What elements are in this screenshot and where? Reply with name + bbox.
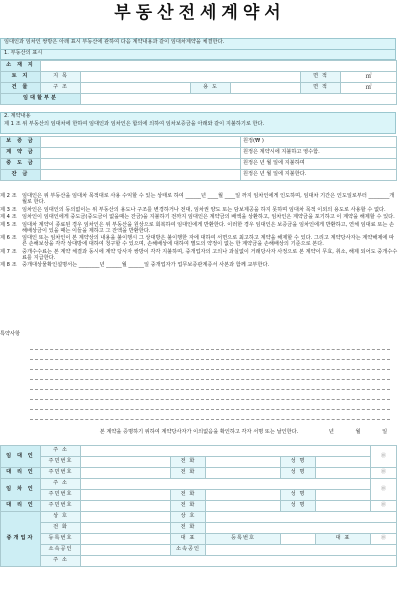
clause-text: 임차인은 임대인의 동의없이는 위 부동산의 용도나 구조를 변경하거나 전대, 임차권 양도 또는 담보제공을 하지 못하며 임대차 목적 이외의 용도로 사용할 수 없다. — [22, 206, 386, 213]
interim-text: 원정은 년 월 일에 지불하며 — [241, 159, 397, 170]
lessor-seal-icon: ㊞ — [371, 446, 397, 468]
clause-text: 임대인 또는 임차인이 본 계약상의 내용을 불이행시 그 상대방은 불이행한 자에 대하여 서면으로 최고하고 계약을 해제할 수 있다. 그리고 계약당사자는 계약해제에 따른 손해보상을 각각 상대방에 대하여 청구할 수 있으며, 손해배상에 대하여 별도의 약정이 없는 한 계약금을 손해배상의 기준으로 본다. — [22, 235, 395, 248]
page-title: 부동산전세계약서 — [114, 3, 286, 23]
lessor-label: 임 대 인 — [1, 446, 41, 468]
clause-text: 임대인은 위 부동산을 임대차 목적대로 사용 수익할 수 있는 상태로 하여 ______년 ____월 ____일 까지 임차인에게 인도하며, 임대차 기간은 인도일로부터 ________개월로 한다. — [22, 193, 395, 205]
lease-part-label: 임대할부분 — [1, 94, 81, 105]
section1-band — [0, 49, 396, 60]
lessee-phone-label: 전 화 — [171, 490, 206, 501]
broker1-agent-label: 소속공인 — [41, 545, 81, 556]
lessee-phone-field[interactable] — [206, 490, 281, 501]
deposit-text: 원정(₩ ) — [241, 137, 397, 148]
lessor-agent-id-label: 주민번호 — [41, 468, 81, 479]
building-struct-label: 구 조 — [41, 83, 81, 94]
lessee-name-label: 성 명 — [281, 490, 316, 501]
lessee-agent-name-label: 성 명 — [281, 501, 316, 512]
signing-date — [318, 430, 398, 436]
balance-label: 잔 금 — [1, 170, 41, 181]
broker2-reg-label: 등록번호 — [206, 534, 281, 545]
clause-number: 제 4 조 — [0, 214, 17, 221]
special-line[interactable] — [30, 350, 390, 360]
lessor-agent-name-field[interactable] — [316, 468, 371, 479]
land-label: 토 지 — [1, 72, 41, 83]
money-table — [0, 136, 397, 181]
section2-band — [0, 112, 396, 134]
clause-6 — [0, 236, 398, 248]
broker2-rep-label: 대 표 — [316, 534, 371, 545]
clause-number: 제 6 조 — [0, 235, 17, 242]
section1-heading: 1. 부동산의 표시 — [4, 50, 43, 56]
clause-8 — [0, 263, 398, 269]
broker-address-label: 주 소 — [41, 556, 81, 567]
lessee-id-field[interactable] — [81, 490, 171, 501]
broker-seal-icon: ㊞ — [371, 534, 397, 545]
clause-text: 임차인이 임대인에게 중도금(중도금이 없을때는 잔금)을 지불하기 전까지 임대인은 계약금의 배액을 상환하고, 임차인은 계약금을 포기하고 이 계약을 해제할 수 있다. — [22, 214, 395, 221]
special-line[interactable] — [30, 400, 390, 410]
lessor-name-label: 성 명 — [281, 457, 316, 468]
clause-4 — [0, 215, 398, 221]
special-line[interactable] — [30, 390, 390, 400]
special-line[interactable] — [30, 360, 390, 370]
lessee-agent-phone-label: 전 화 — [171, 501, 206, 512]
broker1-rep-label: 대 표 — [171, 534, 206, 545]
intro-text: 임대인과 임차인 쌍방은 아래 표시 부동산에 관하여 다음 계약내용과 같이 임대차계약을 체결한다. — [4, 39, 225, 45]
clause-7 — [0, 250, 398, 262]
building-area-label: 면 적 — [301, 83, 341, 94]
broker2-reg-field[interactable] — [281, 534, 316, 545]
special-terms-label: 특약사항 — [0, 331, 21, 337]
broker2-agent-label: 소속공인 — [171, 545, 206, 556]
building-area-unit: ㎡ — [341, 83, 397, 94]
special-line[interactable] — [30, 370, 390, 380]
lessee-id-label: 주민번호 — [41, 490, 81, 501]
special-terms-area[interactable] — [30, 340, 390, 420]
location-label: 소 재 지 — [1, 61, 41, 72]
down-payment-field[interactable] — [41, 148, 241, 159]
section2-desc: 제 1 조 위 부동산의 임대차에 한하여 임대인과 임차인은 합의에 의하여 임차보증금을 아래와 같이 지불하기로 한다. — [4, 120, 265, 127]
broker-address-field[interactable] — [81, 556, 397, 567]
clause-text: 중개대상물확인설명서는 ________년 ______월 ______일 중개업자가 업무보증관계증서 사본과 함께 교부한다. — [22, 262, 270, 269]
broker1-agent-field[interactable] — [81, 545, 171, 556]
lessor-agent-label: 대 리 인 — [1, 468, 41, 479]
date-day: 일 — [382, 429, 388, 435]
broker2-firm-label: 상 호 — [171, 512, 206, 523]
lessee-agent-id-field[interactable] — [81, 501, 171, 512]
date-year: 년 — [328, 429, 334, 435]
clause-number: 제 7 조 — [0, 248, 17, 255]
special-line[interactable] — [30, 340, 390, 350]
land-kind-label: 지 목 — [41, 72, 81, 83]
lessor-phone-field[interactable] — [206, 457, 281, 468]
broker1-reg-field[interactable] — [81, 534, 171, 545]
broker2-agent-field[interactable] — [206, 545, 397, 556]
clause-5 — [0, 223, 398, 235]
broker1-firm-field[interactable] — [81, 512, 171, 523]
interim-label: 중 도 금 — [1, 159, 41, 170]
broker1-phone-field[interactable] — [81, 523, 171, 534]
lessor-id-label: 주민번호 — [41, 457, 81, 468]
lessor-agent-phone-label: 전 화 — [171, 468, 206, 479]
clauses-list — [0, 194, 398, 271]
lessee-seal-icon: ㊞ — [371, 479, 397, 501]
lessee-address-label: 주 소 — [41, 479, 81, 490]
deposit-label: 보 증 금 — [1, 137, 41, 148]
clause-number: 제 2 조 — [0, 193, 17, 199]
broker2-phone-label: 전 화 — [171, 523, 206, 534]
down-payment-text: 원정은 계약시에 지불하고 영수함. — [241, 148, 397, 159]
interim-field[interactable] — [41, 159, 241, 170]
balance-text: 원정은 년 월 일에 지불한다. — [241, 170, 397, 181]
lessor-id-field[interactable] — [81, 457, 171, 468]
lessee-address-field[interactable] — [81, 479, 371, 490]
lessor-phone-label: 전 화 — [171, 457, 206, 468]
lessor-address-field[interactable] — [81, 446, 371, 457]
clause-3 — [0, 208, 398, 214]
land-kind-field[interactable] — [81, 72, 301, 83]
deposit-field[interactable] — [41, 137, 241, 148]
special-line[interactable] — [30, 410, 390, 420]
lessor-agent-phone-field[interactable] — [206, 468, 281, 479]
lessor-agent-id-field[interactable] — [81, 468, 171, 479]
lessee-agent-phone-field[interactable] — [206, 501, 281, 512]
balance-field[interactable] — [41, 170, 241, 181]
clause-number: 제 3 조 — [0, 206, 17, 213]
broker1-reg-label: 등록번호 — [41, 534, 81, 545]
lessee-agent-name-field[interactable] — [316, 501, 371, 512]
clause-number: 제 5 조 — [0, 221, 17, 228]
lessor-address-label: 주 소 — [41, 446, 81, 457]
clause-text: 중개수수료는 본 계약 체결과 동시에 계약 당사자 쌍방이 각각 지불하며, 중개업자의 고의나 과실없이 거래당사자 사정으로 본 계약이 무효, 취소, 해제 되어도 중개수수료를 지급한다. — [22, 248, 398, 261]
building-use-field[interactable] — [231, 83, 301, 94]
lessor-agent-name-label: 성 명 — [281, 468, 316, 479]
broker1-firm-label: 상 호 — [41, 512, 81, 523]
lessee-agent-id-label: 주민번호 — [41, 501, 81, 512]
building-struct-field[interactable] — [81, 83, 191, 94]
clause-number: 제 8 조 — [0, 262, 17, 269]
lessee-agent-label: 대 리 인 — [1, 501, 41, 512]
special-line[interactable] — [30, 380, 390, 390]
clause-text: 임대차 계약이 종료된 경우 임차인은 위 부동산을 원상으로 회복하여 임대인에게 반환한다. 이러한 경우 임대인은 보증금을 임차인에게 반환하고, 연체 임대료 또는 손해배상금이 있을 때는 이들을 제하고 그 잔액을 반환한다. — [22, 221, 395, 234]
building-label: 건 물 — [1, 83, 41, 94]
lessee-label: 임 차 인 — [1, 479, 41, 501]
property-table — [0, 60, 397, 105]
lessee-agent-seal-icon: ㊞ — [371, 501, 397, 512]
parties-table — [0, 445, 397, 567]
lease-part-field[interactable] — [81, 94, 397, 105]
land-area-unit: ㎡ — [341, 72, 397, 83]
section2-heading: 2. 계약내용 — [4, 113, 31, 119]
closing-statement: 본 계약을 증명하기 위하여 계약당사자가 이의없음을 확인하고 각자 서명 또는 날인한다. — [99, 429, 299, 435]
lessor-agent-seal-icon: ㊞ — [371, 468, 397, 479]
location-field[interactable] — [41, 61, 397, 72]
clause-2 — [0, 194, 398, 206]
lessee-name-field[interactable] — [316, 490, 371, 501]
land-area-label: 면 적 — [301, 72, 341, 83]
broker1-phone-label: 전 화 — [41, 523, 81, 534]
date-month: 월 — [355, 429, 361, 435]
broker2-firm-field[interactable] — [206, 512, 397, 523]
down-payment-label: 계 약 금 — [1, 148, 41, 159]
broker-label: 중개업자 — [1, 512, 41, 567]
lessor-name-field[interactable] — [316, 457, 371, 468]
building-use-label: 용 도 — [191, 83, 231, 94]
broker2-phone-field[interactable] — [206, 523, 397, 534]
